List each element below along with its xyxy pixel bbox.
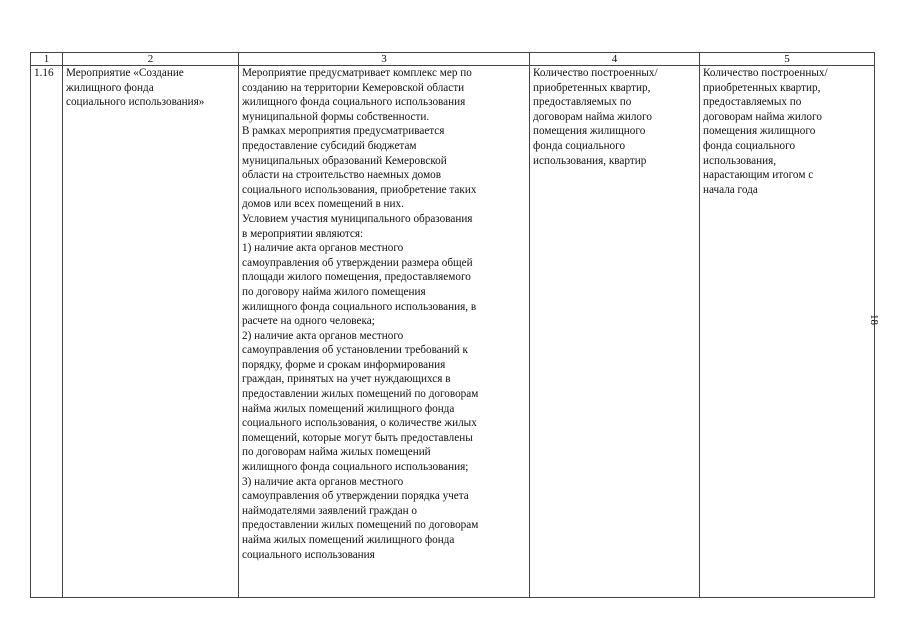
activity-description-line: площади жилого помещения, предоставляемого — [242, 271, 471, 284]
activity-description-line: Условием участия муниципального образования — [242, 212, 473, 225]
header-cell-2: 2 — [63, 53, 239, 66]
calculation-method-line: нарастающим итогом с — [703, 169, 814, 182]
activity-name-line: Мероприятие «Создание — [66, 67, 184, 79]
indicator-cell — [530, 66, 700, 598]
indicator-line: договорам найма жилого — [533, 110, 652, 123]
activity-description-line: домов или всех помещений в них. — [242, 198, 404, 211]
activity-description-line: муниципальных образований Кемеровской — [242, 154, 447, 167]
calculation-method-line: договорам найма жилого — [703, 110, 822, 123]
activity-description-line: самоуправления об утверждении порядка учета — [242, 490, 469, 503]
indicator-line: помещения жилищного — [533, 125, 646, 138]
indicator-line: использования, квартир — [533, 154, 647, 167]
activity-description-line: наймодателями заявлений граждан о — [242, 504, 417, 517]
activity-description-line: области на строительство наемных домов — [242, 169, 442, 182]
activity-description-line: найма жилых помещений жилищного фонда — [242, 534, 455, 546]
row-number-cell — [31, 66, 63, 598]
indicator-line: предоставляемых по — [533, 96, 632, 109]
header-cell-1: 1 — [31, 53, 63, 66]
activity-description-line: жилищного фонда социального использования, в — [242, 300, 477, 313]
activity-description-line: социального использования, приобретение таких — [242, 183, 477, 196]
activity-name-cell — [63, 66, 239, 598]
activity-description-line: помещений, которые могут быть предоставлены — [242, 431, 473, 444]
page-number: 18 — [868, 314, 880, 325]
indicator-line: фонда социального — [533, 139, 626, 152]
indicator-line: приобретенных квартир, — [533, 81, 651, 94]
activity-description-line: в мероприятии являются: — [242, 227, 364, 240]
row-number: 1.16 — [34, 67, 54, 79]
activity-description-line: предоставлении жилых помещений по договорам — [242, 388, 479, 401]
header-row — [31, 53, 875, 66]
activity-description-line: порядку, форме и срокам информирования — [242, 358, 446, 371]
activity-description-line: созданию на территории Кемеровской области — [242, 81, 465, 94]
header-cell-3: 3 — [239, 53, 530, 66]
activity-description-line: предоставление субсидий бюджетам — [242, 139, 417, 152]
activity-description-line: жилищного фонда социального использования; — [242, 461, 469, 474]
activity-description-cell — [239, 66, 530, 598]
calculation-method-line: предоставляемых по — [703, 96, 802, 109]
activity-description-line: граждан, принятых на учет нуждающихся в — [242, 373, 451, 386]
calculation-method-line: использования, — [703, 154, 777, 167]
activity-description-line: Мероприятие предусматривает комплекс мер по — [242, 67, 472, 79]
calculation-method-line: приобретенных квартир, — [703, 81, 821, 94]
activity-description-line: жилищного фонда социального использования — [242, 96, 466, 109]
activity-description-line: В рамках мероприятия предусматривается — [242, 125, 445, 138]
header-cell-5: 5 — [700, 53, 875, 66]
calculation-method-line: фонда социального — [703, 139, 796, 152]
activity-description-line: по договору найма жилого помещения — [242, 285, 426, 298]
activity-description-line: найма жилых помещений жилищного фонда — [242, 402, 455, 415]
activity-name-line: жилищного фонда — [66, 81, 154, 94]
calculation-method-line: помещения жилищного — [703, 125, 816, 138]
activity-description-line: предоставлении жилых помещений по договорам — [242, 519, 479, 532]
header-cell-4: 4 — [530, 53, 700, 66]
activity-name-line: социального использования» — [66, 96, 205, 109]
table-row — [31, 66, 875, 598]
calculation-method-line: начала года — [703, 183, 758, 196]
calculation-method-line: Количество построенных/ — [703, 67, 828, 79]
activity-description-line: 1) наличие акта органов местного — [242, 242, 404, 255]
activity-description-line: по договорам найма жилых помещений — [242, 446, 431, 459]
activity-description-line: социального использования, о количестве жилых — [242, 417, 477, 430]
activity-description-line: 3) наличие акта органов местного — [242, 475, 404, 488]
activity-description-line: самоуправления об установлении требований к — [242, 344, 468, 357]
activity-description-line: самоуправления об утверждении размера общей — [242, 256, 473, 269]
indicator-line: Количество построенных/ — [533, 67, 658, 79]
activity-description-line: социального использования — [242, 548, 375, 561]
activity-description-line: расчете на одного человека; — [242, 315, 375, 328]
indicators-table — [30, 52, 875, 598]
activity-description-line: 2) наличие акта органов местного — [242, 329, 404, 342]
calculation-method-cell — [700, 66, 875, 598]
activity-description-line: муниципальной формы собственности. — [242, 110, 430, 123]
